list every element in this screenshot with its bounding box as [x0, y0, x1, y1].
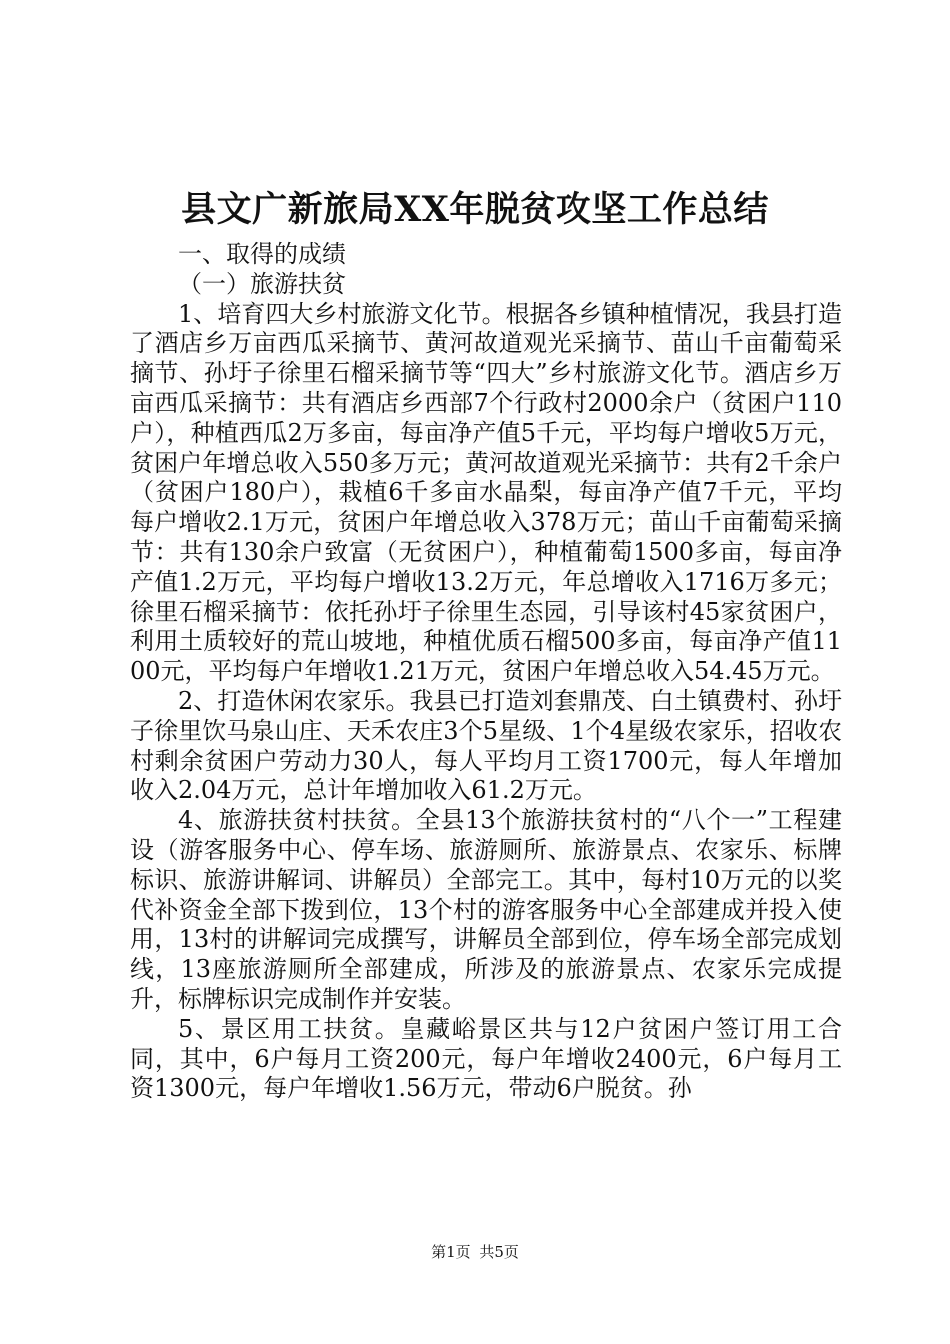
paragraph: 5、景区用工扶贫。皇藏峪景区共与12户贫困户签订用工合同，其中，6户每月工资200元，每户年增收2400元，6户每月工资1300元，每户年增收1.56万元，带动6户脱贫。孙 [130, 1014, 842, 1103]
paragraph: 4、旅游扶贫村扶贫。全县13个旅游扶贫村的“八个一”工程建设（游客服务中心、停车场、旅游厕所、旅游景点、农家乐、标牌标识、旅游讲解词、讲解员）全部完工。其中，每村10万元的以奖代补资金全部下拨到位，13个村的游客服务中心全部建成并投入使用，13村的讲解词完成撰写，讲解员全部到位，停车场全部完成划线，13座旅游厕所全部建成，所涉及的旅游景点、农家乐完成提升，标牌标识完成制作并安装。 [130, 806, 842, 1013]
section-heading: 一、取得的成绩 [178, 240, 346, 268]
subsection-heading: （一）旅游扶贫 [178, 269, 346, 298]
page-footer [0, 1242, 950, 1262]
paragraph: 1、培育四大乡村旅游文化节。根据各乡镇种植情况，我县打造了酒店乡万亩西瓜采摘节、黄河故道观光采摘节、苗山千亩葡萄采摘节、孙圩子徐里石榴采摘节等“四大”乡村旅游文化节。酒店乡万亩西瓜采摘节：共有酒店乡西部7个行政村2000余户（贫困户110户），种植西瓜2万多亩，每亩净产值5千元，平均每户增收5万元，贫困户年增总收入550多万元；黄河故道观光采摘节：共有2千余户（贫困户180户），栽植6千多亩水晶梨，每亩净产值7千元，平均每户增收2.1万元，贫困户年增总收入378万元；苗山千亩葡萄采摘节：共有130余户致富（无贫困户），种植葡萄1500多亩，每亩净产值1.2万元，平均每户增收13.2万元，年总增收入1716万多元；徐里石榴采摘节：依托孙圩子徐里生态园，引导该村45家贫困户，利用土质较好的荒山坡地，种植优质石榴500多亩，每亩净产值1100元，平均每户年增收1.21万元，贫困户年增总收入54.45万元。 [130, 299, 842, 686]
page-total: 共5页 [479, 1243, 519, 1261]
page-number: 第1页 [431, 1243, 471, 1261]
document-body [130, 240, 842, 1104]
paragraph: 2、打造休闲农家乐。我县已打造刘套鼎茂、白土镇费村、孙圩子徐里饮马泉山庄、天禾农庄3个5星级、1个4星级农家乐，招收农村剩余贫困户劳动力30人，每人平均月工资1700元，每人年增加收入2.04万元，总计年增加收入61.2万元。 [130, 686, 842, 805]
document-title: 县文广新旅局XX年脱贫攻坚工作总结 [181, 189, 769, 230]
